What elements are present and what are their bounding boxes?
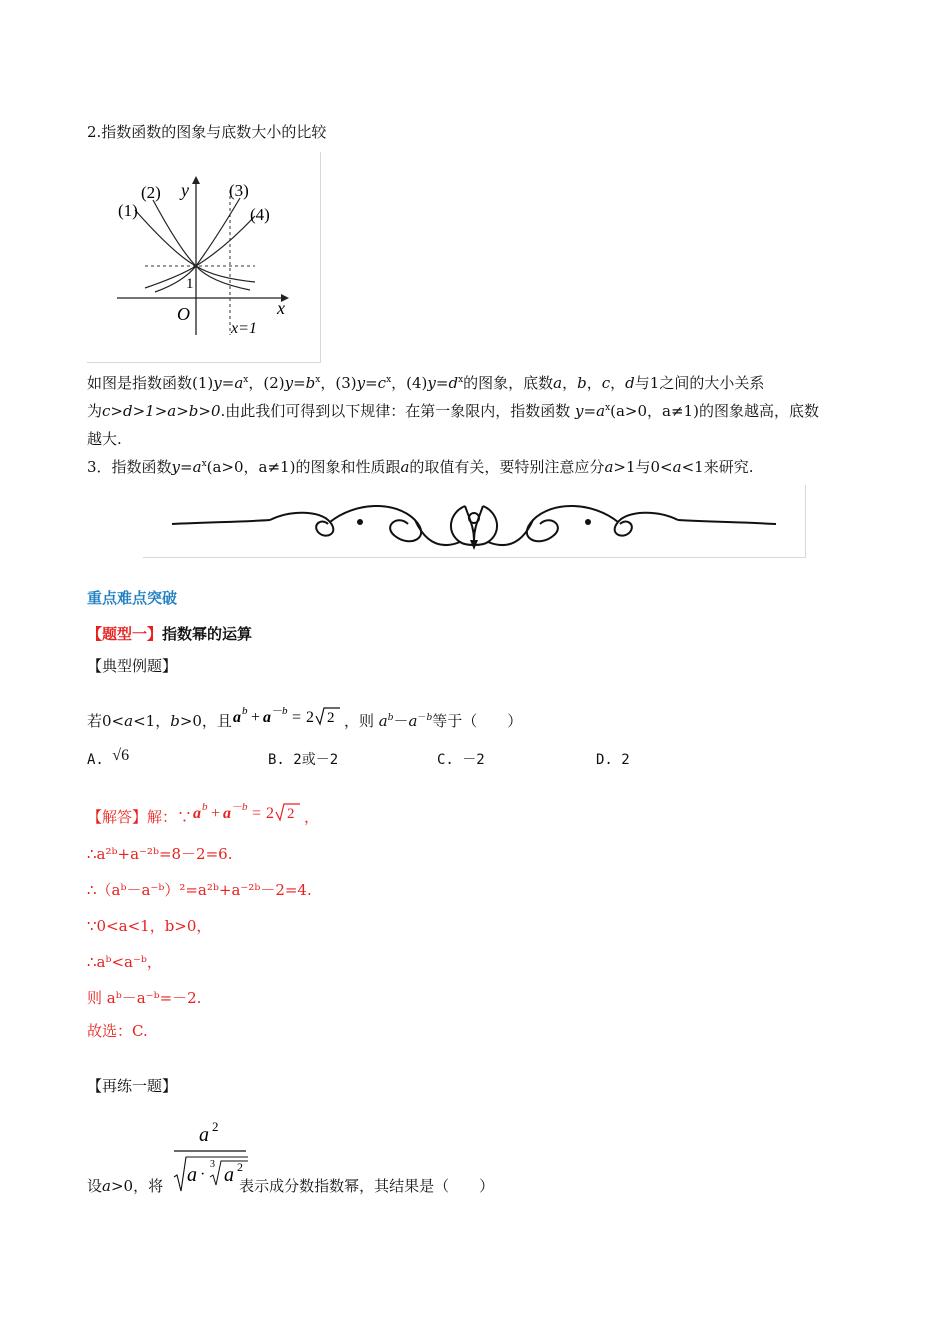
para1-line2: 为c>d>1>a>b>0.由此我们可得到以下规律：在第一象限内，指数函数 $y=a^x(a>0$，a≠1)的图象越高，底数 <box>87 402 819 420</box>
answer-step-2: ∴（aᵇ－a⁻ᵇ）²=a²ᵇ+a⁻²ᵇ－2=4. <box>87 881 312 899</box>
example-label: 【典型例题】 <box>87 657 178 675</box>
svg-text:+: + <box>250 709 260 726</box>
exponential-graph <box>105 170 305 340</box>
svg-text:a: a <box>224 1164 234 1186</box>
curve-4 <box>145 216 255 288</box>
svg-text:a: a <box>262 709 271 726</box>
svg-text:b: b <box>281 705 288 717</box>
svg-text:·: · <box>200 1166 206 1183</box>
para3: 3．指数函数$y=a^x(a>0$，a≠1)的图象和性质跟a的取值有关，要特别注意应分a>1与0<a<1来研究. <box>87 458 754 476</box>
svg-text:b: b <box>241 705 248 717</box>
svg-text:b: b <box>202 801 208 813</box>
answer-condition-formula <box>192 800 304 826</box>
condition-formula <box>232 704 344 730</box>
svg-text:+: + <box>211 805 221 822</box>
one-label: 1 <box>186 276 194 292</box>
svg-text:2: 2 <box>326 710 335 726</box>
answer-step-5: 则 aᵇ－a⁻ᵇ=－2. <box>87 989 202 1007</box>
svg-text:2: 2 <box>287 806 295 822</box>
axis-x-label: x <box>277 298 285 318</box>
svg-text:2: 2 <box>305 709 314 726</box>
svg-text:a: a <box>199 1124 209 1146</box>
option-d: D. 2 <box>596 752 630 768</box>
svg-text:a: a <box>232 709 241 726</box>
svg-text:3: 3 <box>210 1159 215 1170</box>
curve-label-3: (3) <box>229 181 249 200</box>
option-c: C. －2 <box>437 752 485 768</box>
answer-label: 【解答】解：∵ a b + a － b = 2 2 ， <box>87 801 320 826</box>
y-axis-arrow <box>192 176 200 184</box>
option-b: B. 2或－2 <box>268 752 339 768</box>
curve-label-4: (4) <box>250 205 270 224</box>
practice-fraction-formula <box>170 1117 250 1197</box>
practice-question: 设a>0，将 表示成分数指数幂，其结果是（ ） <box>87 1177 495 1195</box>
answer-step-1: ∴a²ᵇ+a⁻²ᵇ=8－2=6. <box>87 845 233 863</box>
x-equals-1-label: x=1 <box>231 320 257 337</box>
answer-step-3: ∵0<a<1，b>0， <box>87 917 212 935</box>
answer-choice: 故选：C. <box>87 1022 148 1040</box>
para1-line3: 越大. <box>87 430 122 448</box>
svg-text:－: － <box>271 705 283 717</box>
svg-text:=: = <box>252 805 262 822</box>
svg-text:2: 2 <box>237 1160 243 1174</box>
option-a: A. √6 <box>87 747 130 768</box>
svg-text:2: 2 <box>266 805 275 822</box>
svg-text:a: a <box>187 1164 197 1186</box>
curve-label-1: (1) <box>118 201 138 220</box>
curve-label-2: (2) <box>141 183 161 202</box>
section-heading: 重点难点突破 <box>87 589 178 607</box>
curve-1 <box>135 210 255 282</box>
svg-text:－: － <box>232 801 244 813</box>
svg-text:b: b <box>242 801 248 813</box>
decorative-flourish-icon <box>170 492 780 554</box>
curve-2 <box>153 200 250 290</box>
svg-text:2: 2 <box>212 1119 219 1134</box>
answer-step-4: ∴aᵇ<a⁻ᵇ， <box>87 953 162 971</box>
para1-line1: 如图是指数函数$(1)y=a^x$，$(2)y=b^x$，$(3)y=c^x$，$(4)y=d^x$的图象，底数a，b，c，d与1之间的大小关系 <box>87 374 765 392</box>
section-title: 2.指数函数的图象与底数大小的比较 <box>87 123 327 141</box>
svg-text:a: a <box>223 805 232 822</box>
practice-label: 【再练一题】 <box>87 1077 178 1095</box>
question-line: 若0<a<1，b>0，且 a b + a － b = 2 2 ，则 $a^b-a^{-b}$等于（ ） <box>87 705 523 730</box>
type1-heading: 【题型一】指数幂的运算 <box>87 625 253 643</box>
svg-text:=: = <box>291 709 301 726</box>
svg-text:a: a <box>193 805 202 822</box>
origin-label: O <box>177 304 190 324</box>
axis-y-label: y <box>181 180 189 200</box>
